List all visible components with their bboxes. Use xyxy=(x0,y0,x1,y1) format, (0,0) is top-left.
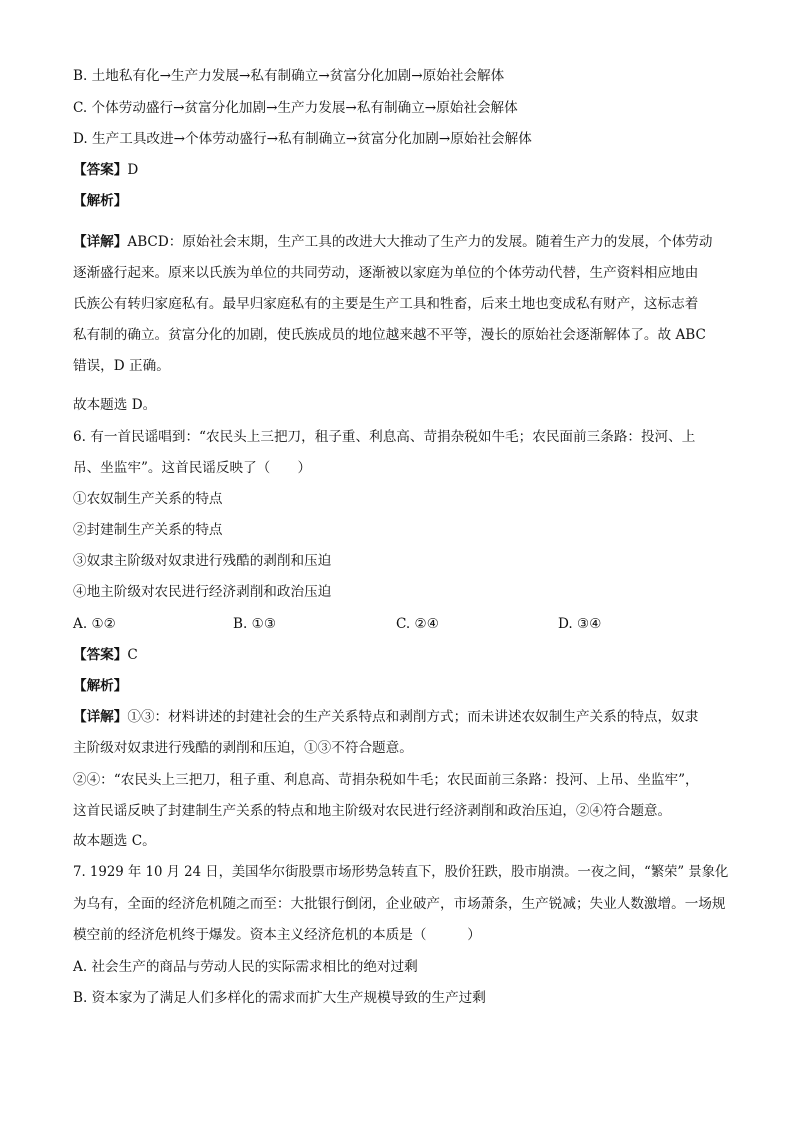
q5-option-b: B. 土地私有化→生产力发展→私有制确立→贫富分化加剧→原始社会解体 xyxy=(73,68,505,84)
q5-conclusion: 故本题选 D。 xyxy=(73,397,157,413)
q6-statement: ①农奴制生产关系的特点 xyxy=(73,491,223,507)
q5-answer xyxy=(73,160,723,180)
q6-statement: ③奴隶主阶级对奴隶进行残酷的剥削和压迫 xyxy=(73,553,332,569)
q5-detail-line: 氏族公有转归家庭私有。最早归家庭私有的主要是生产工具和牲畜，后来土地也变成私有财产，这标志着 xyxy=(73,296,699,312)
q5-detail-line: 逐渐盛行起来。原来以氏族为单位的共同劳动，逐渐被以家庭为单位的个体劳动代替，生产资料相应地由 xyxy=(73,265,699,281)
q6-choice-d: D. ③④ xyxy=(558,616,602,632)
q6-choice-c: C. ②④ xyxy=(396,616,439,632)
q6-statement: ②封建制生产关系的特点 xyxy=(73,522,223,538)
detail-text: ①③：材料讲述的封建社会的生产关系特点和剥削方式；而未讲述农奴制生产关系的特点，奴隶 xyxy=(127,709,699,725)
q5-analysis-tag: 【解析】 xyxy=(73,193,128,209)
q6-choice-b: B. ①③ xyxy=(233,616,277,632)
q7-stem-line: 为乌有，全面的经济危机随之而至：大批银行倒闭，企业破产，市场萧条，生产锐减；失业人数激增。一场规 xyxy=(73,896,726,912)
detail-tag: 【详解】 xyxy=(73,234,128,250)
q6-stem-line: 6. 有一首民谣唱到：“农民头上三把刀，租子重、利息高、苛捐杂税如牛毛；农民面前三条路：投河、上 xyxy=(73,429,696,445)
answer-tag: 【答案】 xyxy=(73,162,128,178)
q7-option-a: A. 社会生产的商品与劳动人民的实际需求相比的绝对过剩 xyxy=(73,959,418,975)
q6-detail-line: 主阶级对奴隶进行残酷的剥削和压迫，①③不符合题意。 xyxy=(73,740,413,756)
q6-choice-a: A. ①② xyxy=(73,616,116,632)
q6-statement: ④地主阶级对农民进行经济剥削和政治压迫 xyxy=(73,584,332,600)
detail-tag: 【详解】 xyxy=(73,709,128,725)
q6-answer xyxy=(73,645,723,665)
q6-detail-line: 这首民谣反映了封建制生产关系的特点和地主阶级对农民进行经济剥削和政治压迫，②④符合题意。 xyxy=(73,803,672,819)
q5-detail-line: 错误，D 正确。 xyxy=(73,358,170,374)
q5-option-c: C. 个体劳动盛行→贫富分化加剧→生产力发展→私有制确立→原始社会解体 xyxy=(73,100,518,116)
q7-stem-line: 7. 1929 年 10 月 24 日，美国华尔街股票市场形势急转直下，股价狂跌，股市崩溃。一夜之间，“繁荣” 景象化 xyxy=(73,864,729,880)
q5-detail-line: 私有制的确立。贫富分化的加剧，使氏族成员的地位越来越不平等，漫长的原始社会逐渐解体了。故 ABC xyxy=(73,327,706,343)
q7-option-b: B. 资本家为了满足人们多样化的需求而扩大生产规模导致的生产过剩 xyxy=(73,990,486,1006)
q6-stem-line: 吊、坐监牢”。这首民谣反映了（ ） xyxy=(73,460,312,476)
answer-value: C xyxy=(127,647,138,663)
q6-detail-line xyxy=(73,707,723,727)
q6-detail-line: ②④：“农民头上三把刀，租子重、利息高、苛捐杂税如牛毛；农民面前三条路：投河、上吊、坐监牢”， xyxy=(73,772,699,788)
q5-option-d: D. 生产工具改进→个体劳动盛行→私有制确立→贫富分化加剧→原始社会解体 xyxy=(73,131,532,147)
q5-detail-line xyxy=(73,232,723,252)
q7-stem-line: 模空前的经济危机终于爆发。资本主义经济危机的本质是（ ） xyxy=(73,927,481,943)
answer-value: D xyxy=(127,162,139,178)
q6-analysis-tag: 【解析】 xyxy=(73,678,128,694)
q6-conclusion: 故本题选 C。 xyxy=(73,833,156,849)
detail-text: ABCD：原始社会末期，生产工具的改进大大推动了生产力的发展。随着生产力的发展，个体劳动 xyxy=(127,234,713,250)
answer-tag: 【答案】 xyxy=(73,647,128,663)
